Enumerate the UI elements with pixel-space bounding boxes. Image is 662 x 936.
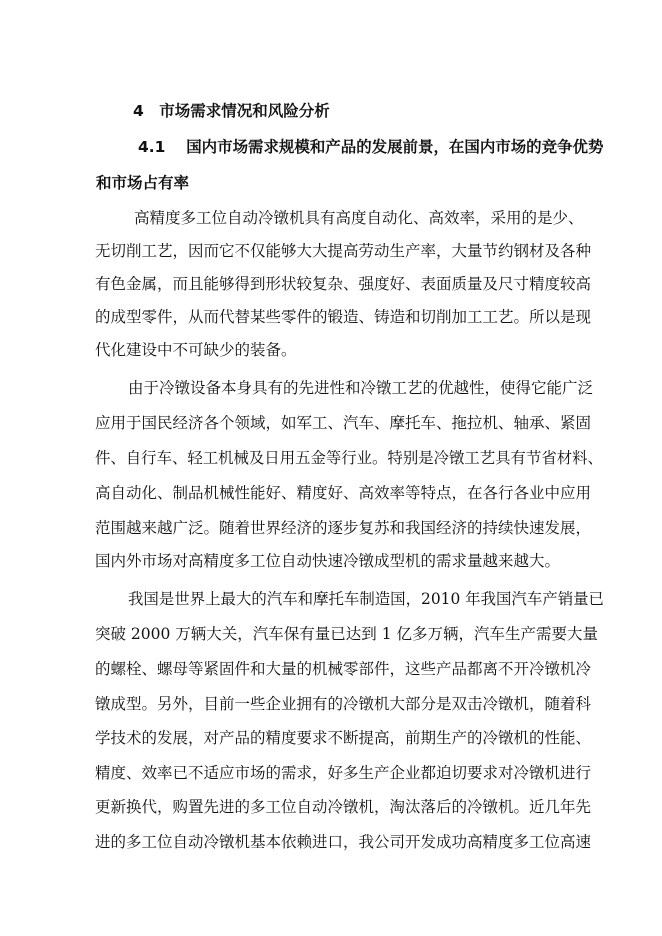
paragraph-line: 高自动化、制品机械性能好、精度好、高效率等特点，在各行各业中应用 (95, 484, 592, 502)
paragraph-line: 由于冷镦设备本身具有的先进性和冷镦工艺的优越性，使得它能广泛 (128, 379, 594, 397)
paragraph-line: 更新换代，购置先进的多工位自动冷镦机，淘汰落后的冷镦机。近几年先 (95, 798, 592, 816)
paragraph-line: 代化建设中不可缺少的装备。 (95, 341, 297, 359)
paragraph-line: 精度、效率已不适应市场的需求，好多生产企业都迫切要求对冷镦机进行 (95, 764, 592, 782)
paragraph-line: 镦成型。另外，目前一些企业拥有的冷镦机大部分是双击冷镦机，随着科 (95, 695, 592, 713)
paragraph-line: 我国是世界上最大的汽车和摩托车制造国，2010 年我国汽车产销量已 (128, 590, 604, 608)
paragraph-line: 件、自行车、轻工机械及日用五金等行业。特别是冷镦工艺具有节省材料、 (95, 449, 603, 467)
paragraph-line: 无切削工艺，因而它不仅能够大大提高劳动生产率，大量节约钢材及各种 (95, 242, 592, 260)
paragraph-line: 的螺栓、螺母等紧固件和大量的机械零部件，这些产品都离不开冷镦机冷 (95, 660, 592, 678)
subsection-heading-line-2: 和市场占有率 (96, 174, 190, 192)
section-heading: 4 市场需求情况和风险分析 (133, 102, 330, 120)
paragraph-line: 学技术的发展，对产品的精度要求不断提高，前期生产的冷镦机的性能、 (95, 729, 592, 747)
subsection-heading-line-1: 4.1 国内市场需求规模和产品的发展前景，在国内市场的竞争优势 (138, 138, 604, 156)
paragraph-line: 国内外市场对高精度多工位自动快速冷镦成型机的需求量越来越大。 (95, 552, 561, 570)
paragraph-line: 突破 2000 万辆大关，汽车保有量已达到 1 亿多万辆，汽车生产需要大量 (95, 625, 599, 643)
paragraph-line: 的成型零件，从而代替某些零件的锻造、铸造和切削加工工艺。所以是现 (95, 308, 592, 326)
paragraph-line: 高精度多工位自动冷镦机具有高度自动化、高效率，采用的是少、 (134, 209, 584, 227)
paragraph-line: 应用于国民经济各个领域，如军工、汽车、摩托车、拖拉机、轴承、紧固 (95, 414, 592, 432)
paragraph-line: 进的多工位自动冷镦机基本依赖进口，我公司开发成功高精度多工位高速 (95, 833, 592, 851)
paragraph-line: 有色金属，而且能够得到形状较复杂、强度好、表面质量及尺寸精度较高 (95, 275, 592, 293)
paragraph-line: 范围越来越广泛。随着世界经济的逐步复苏和我国经济的持续快速发展， (95, 519, 592, 537)
